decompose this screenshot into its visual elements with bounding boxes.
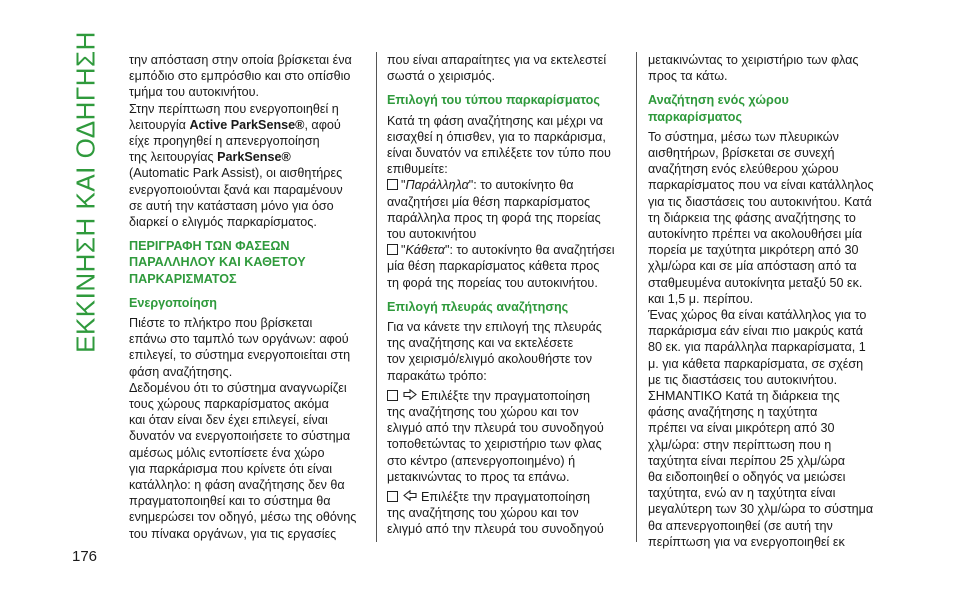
text-line: που είναι απαραίτητες για να εκτελεστεί: [387, 53, 607, 67]
text-line: τοποθετώντας το χειριστήριο των φλας: [387, 437, 602, 452]
text-line: αναζητήσει μία θέση παρκαρίσματος: [387, 194, 591, 209]
text-column-1: [129, 52, 365, 542]
text-line: Το σύστημα, μέσω των πλευρικών: [648, 129, 839, 144]
text-line: [129, 149, 365, 165]
text-run: Επιλέξτε την πραγματοποίηση: [421, 490, 590, 505]
text-line: πορεία με ταχύτητα μικρότερη από 30: [648, 243, 859, 258]
text-line: διαρκεί ο ελιγμός παρκαρίσματος.: [129, 215, 317, 230]
section-heading: Επιλογή του τύπου παρκαρίσματος: [387, 93, 600, 108]
text-line: μ. για κάθετα παρκαρίσματα, σε σχέση: [648, 356, 864, 371]
checkbox-icon: [387, 491, 398, 502]
text-line: μία θέση παρκαρίσματος κάθετα προς: [387, 259, 600, 274]
option-perpendicular: [387, 242, 623, 258]
text-line: για τις διαστάσεις του αυτοκινήτου. Κατά: [648, 194, 872, 209]
text-line: ελιγμό από την πλευρά του συνοδηγού: [387, 522, 604, 537]
text-line: παρκαρίσματος που να είναι κατάλληλος: [648, 178, 874, 193]
text-line: χλμ/ώρα και σε μία απόσταση από τα: [648, 259, 857, 274]
text-line: παράλληλα προς τη φορά της πορείας: [387, 210, 601, 225]
text-line: με τις διαστάσεις του αυτοκινήτου.: [648, 372, 838, 387]
text-line: αυτοκίνητο πρέπει να ακολουθήσει μία: [648, 227, 863, 242]
text-line: επιθυμείτε:: [387, 162, 448, 177]
text-line: θα ειδοποιηθεί ο οδηγός να μειώσει: [648, 470, 846, 485]
text-run: λειτουργία: [129, 117, 190, 132]
checkbox-icon: [387, 179, 398, 190]
option-driver-side: [387, 489, 623, 505]
text-line: ταχύτητα είναι περίπου 25 χλμ/ώρα: [648, 453, 846, 468]
text-line: την απόσταση στην οποία βρίσκεται ένα: [129, 53, 352, 67]
text-line: δυνατόν να ενεργοποιήσετε το σύστημα: [129, 429, 351, 444]
text-run: , αφού: [304, 117, 341, 132]
section-heading: ΠΑΡΑΛΛΗΛΟΥ ΚΑΙ ΚΑΘΕΤΟΥ: [129, 255, 306, 270]
section-heading: ΠΑΡΚΑΡΙΣΜΑΤΟΣ: [129, 271, 237, 286]
checkbox-icon: [387, 244, 398, 255]
text-line: (Automatic Park Assist), οι αισθητήρες: [129, 166, 343, 181]
text-line: μεγαλύτερη των 30 χλμ/ώρα το σύστημα: [648, 502, 874, 517]
text-line: σε αυτή την κατάσταση μόνο για όσο: [129, 198, 334, 213]
subsection-heading: Ενεργοποίηση: [129, 295, 218, 310]
section-heading: Αναζήτηση ενός χώρου: [648, 93, 789, 108]
text-column-3: [648, 52, 888, 550]
text-run: ": το αυτοκίνητο θα αναζητήσει: [445, 243, 615, 258]
text-line: είναι δυνατόν να επιλέξετε τον τύπο που: [387, 146, 611, 161]
text-line: φάση αναζήτησης.: [129, 364, 233, 379]
text-line: μετακινώντας το χειριστήριο των φλας: [648, 53, 859, 67]
text-line: 80 εκ. για παράλληλα παρκαρίσματα, 1: [648, 340, 866, 355]
text-line: Στην περίπτωση που ενεργοποιηθεί η: [129, 101, 339, 116]
text-bold: Active ParkSense®: [189, 117, 305, 132]
text-line: κατάλληλο: η φάση αναζήτησης δεν θα: [129, 478, 345, 493]
text-line: περίπτωση για να ενεργοποιηθεί εκ: [648, 534, 845, 549]
text-line: Πιέστε το πλήκτρο που βρίσκεται: [129, 316, 313, 331]
text-line: [129, 117, 365, 133]
side-title-text: ΕΚΚΙΝΗΣΗ ΚΑΙ ΟΔΗΓΗΣΗ: [70, 31, 101, 353]
text-line: φάσης αναζήτησης η ταχύτητα: [648, 405, 818, 420]
text-line: στο κέντρο (απενεργοποιημένο) ή: [387, 453, 576, 468]
text-line: χλμ/ώρα: στην περίπτωση που η: [648, 437, 832, 452]
text-line: τη φορά της πορείας του αυτοκινήτου.: [387, 275, 598, 290]
checkbox-icon: [387, 390, 398, 401]
text-line: εισαχθεί η όπισθεν, για το παρκάρισμα,: [387, 129, 606, 144]
text-line: αναζήτηση ενός ελεύθερου χώρου: [648, 162, 839, 177]
text-line: παρκάρισμα εάν είναι πιο μακρύς κατά: [648, 324, 864, 339]
text-line: ελιγμό από την πλευρά του συνοδηγού: [387, 421, 604, 436]
text-line: σταθμευμένα αυτοκίνητα μεταξύ 50 εκ.: [648, 275, 863, 290]
text-line: Ένας χώρος θα είναι κατάλληλος για το: [648, 308, 867, 323]
text-line: της αναζήτησης και να εκτελέσετε: [387, 336, 574, 351]
text-line: σωστά ο χειρισμός.: [387, 69, 496, 84]
text-line: τον χειρισμό/ελιγμό ακολουθήστε τον: [387, 352, 593, 367]
text-line: ΣΗΜΑΝΤΙΚΟ Κατά τη διάρκεια της: [648, 389, 840, 404]
text-line: πραγματοποιηθεί και το σύστημα θα: [129, 494, 331, 509]
text-run: Επιλέξτε την πραγματοποίηση: [421, 388, 590, 403]
section-heading: παρκαρίσματος: [648, 109, 743, 124]
text-line: ενεργοποιούνται ξανά και παραμένουν: [129, 182, 343, 197]
text-line: τμήμα του αυτοκινήτου.: [129, 85, 260, 100]
text-italic: Παράλληλα: [405, 178, 469, 193]
text-line: πρέπει να είναι μικρότερη από 30: [648, 421, 835, 436]
column-divider: [636, 52, 637, 542]
column-divider: [376, 52, 377, 542]
text-line: Δεδομένου ότι το σύστημα αναγνωρίζει: [129, 380, 347, 395]
text-line: εμπόδιο στο εμπρόσθιο και στο οπίσθιο: [129, 69, 351, 84]
text-italic: Κάθετα: [405, 243, 445, 258]
text-bold: ParkSense®: [217, 150, 291, 165]
text-line: της αναζήτησης του χώρου και τον: [387, 405, 579, 420]
text-line: ταχύτητα, ενώ αν η ταχύτητα είναι: [648, 486, 836, 501]
text-line: παρακάτω τρόπο:: [387, 368, 487, 383]
text-run: ": [401, 178, 406, 193]
text-run: ": το αυτοκίνητο θα: [468, 178, 574, 193]
option-passenger-side: [387, 388, 623, 404]
text-line: θα απενεργοποιηθεί (σε αυτή την: [648, 518, 833, 533]
text-line: του αυτοκινήτου: [387, 227, 477, 242]
text-column-2: [387, 52, 623, 538]
text-line: του πίνακα οργάνων, για τις εργασίες: [129, 526, 337, 541]
text-line: ενημερώσει τον οδηγό, μέσω της οθόνης: [129, 510, 357, 525]
section-heading: Επιλογή πλευράς αναζήτησης: [387, 299, 569, 314]
text-line: της αναζήτησης του χώρου και τον: [387, 506, 579, 521]
turn-signal-right-icon: [403, 388, 417, 404]
page-number: 176: [72, 548, 98, 565]
text-run: της λειτουργίας: [129, 150, 218, 165]
text-line: επιλεγεί, το σύστημα ενεργοποιείται στη: [129, 348, 351, 363]
text-line: τους χώρους παρκαρίσματος ακόμα: [129, 397, 329, 412]
text-line: Για να κάνετε την επιλογή της πλευράς: [387, 320, 602, 335]
text-line: αισθητήρων, βρίσκεται σε συνεχή: [648, 146, 835, 161]
text-line: προς τα κάτω.: [648, 69, 728, 84]
text-run: ": [401, 243, 406, 258]
option-parallel: [387, 177, 623, 193]
turn-signal-left-icon: [403, 489, 417, 505]
text-line: επάνω στο ταμπλό των οργάνων: αφού: [129, 332, 349, 347]
text-line: για παρκάρισμα που κρίνετε ότι είναι: [129, 461, 333, 476]
text-line: μετακινώντας το προς τα επάνω.: [387, 469, 570, 484]
text-line: και όταν είναι δεν έχει επιλεγεί, είναι: [129, 413, 328, 428]
text-line: Κατά τη φάση αναζήτησης και μέχρι να: [387, 113, 604, 128]
text-line: τη διάρκεια της φάσης αναζήτησης το: [648, 210, 856, 225]
section-side-title: [60, 31, 112, 353]
section-heading: ΠΕΡΙΓΡΑΦΗ ΤΩΝ ΦΑΣΕΩΝ: [129, 239, 290, 254]
text-line: είχε προηγηθεί η απενεργοποίηση: [129, 134, 320, 149]
text-line: αμέσως μόλις εντοπίσετε ένα χώρο: [129, 445, 325, 460]
text-line: και 1,5 μ. περίπου.: [648, 291, 754, 306]
